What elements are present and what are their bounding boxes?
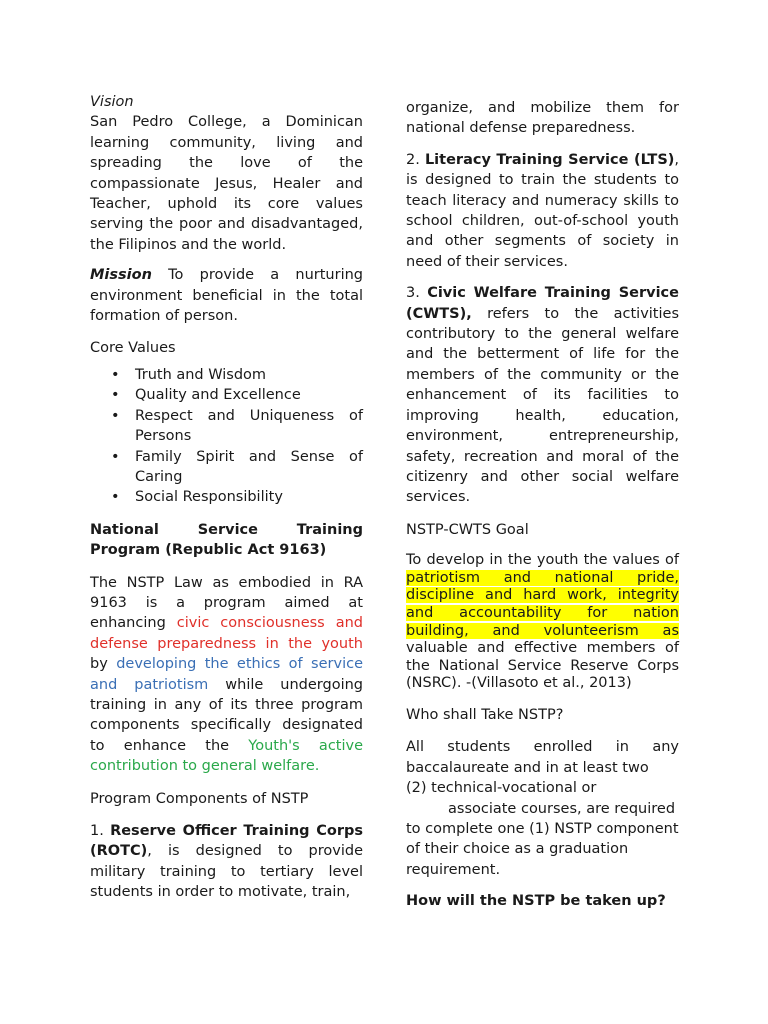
who-line-1: All students enrolled in any baccalaureate and in at least two xyxy=(406,739,679,776)
right-column xyxy=(406,98,679,912)
nstp-text-1: The NSTP Law as embodied in RA 9163 is a program aimed at enhancing xyxy=(90,574,363,632)
nstp-green-text: Youth's active contribution to general welfare. xyxy=(90,737,364,775)
nstp-text-3: while undergoing training in any of its three program components specifically designated to enhance the xyxy=(90,676,363,754)
list-item: • Truth and Wisdom xyxy=(135,365,363,385)
left-column xyxy=(90,92,363,903)
list-item: • Family Spirit and Sense of Caring xyxy=(135,447,363,488)
mission-text: To provide a nurturing environment beneficial in the total formation of person. xyxy=(90,267,363,325)
list-item: • Respect and Uniqueness of Persons xyxy=(135,406,363,447)
who-line-3: associate courses, are required xyxy=(448,800,676,817)
lts-number: 2. xyxy=(406,151,425,168)
vision-text: San Pedro College, a Dominican learning community, living and spreading the love of the compassionate Jesus, Healer and Teacher, uphold its core values serving the poor and disadvantaged, the Filipinos and the world. xyxy=(90,114,363,253)
goal-text-1: To develop in the youth the values of xyxy=(406,552,679,569)
rotc-continued: organize, and mobilize them for national defense preparedness. xyxy=(406,100,679,137)
lts-paragraph xyxy=(406,150,679,272)
rotc-text: , is designed to provide military training to tertiary level students in order to motivate, train, xyxy=(90,843,363,901)
core-values-list xyxy=(90,365,363,508)
list-item: • Quality and Excellence xyxy=(135,385,363,405)
how-heading: How will the NSTP be taken up? xyxy=(406,893,666,910)
goal-text-2: valuable and effective members of the National Service Reserve Corps (NSRC). -(Villasoto et al., 2013) xyxy=(406,640,679,692)
cwts-number: 3. xyxy=(406,285,428,302)
nstp-text-2: by xyxy=(90,656,117,673)
lts-text: , is designed to train the students to teach literacy and numeracy skills to school children, out-of-school youth and other segments of society in need of their services. xyxy=(406,151,679,270)
nstp-blue-text: developing the ethics of service and patriotism xyxy=(90,656,363,693)
nstp-paragraph xyxy=(90,573,363,777)
vision-heading: Vision xyxy=(90,94,134,110)
who-line-4: to complete one (1) NSTP component of their choice as a graduation requirement. xyxy=(406,820,679,878)
cwts-title: Civic Welfare Training Service (CWTS), xyxy=(406,285,679,322)
nstp-red-text: civic consciousness and defense preparedness in the youth xyxy=(90,615,363,652)
mission-paragraph xyxy=(90,265,363,326)
goal-highlight: patriotism and national pride, discipline and hard work, integrity and accountability for nation building, and volunteerism as xyxy=(406,569,679,639)
list-item: • Social Responsibility xyxy=(135,487,363,507)
who-heading: Who shall Take NSTP? xyxy=(406,706,564,723)
lts-title: Literacy Training Service (LTS) xyxy=(424,151,675,168)
cwts-paragraph xyxy=(406,283,679,507)
who-line-2: (2) technical-vocational or xyxy=(406,780,597,797)
goal-paragraph xyxy=(406,552,679,693)
cwts-text: refers to the activities contributory to the general welfare and the betterment of life for the members of the community or the enhancement of its facilities to improving health, education, environment, entrepreneurship, safety, recreation and moral of the citizenry and other social welfare services. xyxy=(406,305,679,506)
components-heading: Program Components of NSTP xyxy=(90,790,309,807)
goal-heading: NSTP-CWTS Goal xyxy=(406,521,529,538)
core-values-heading: Core Values xyxy=(90,340,176,357)
rotc-title: Reserve Officer Training Corps (ROTC) xyxy=(90,823,363,860)
rotc-paragraph xyxy=(90,821,363,903)
rotc-number: 1. xyxy=(90,823,111,839)
nstp-heading: National Service Training Program (Republic Act 9163) xyxy=(90,521,363,559)
mission-heading: Mission xyxy=(90,267,152,284)
